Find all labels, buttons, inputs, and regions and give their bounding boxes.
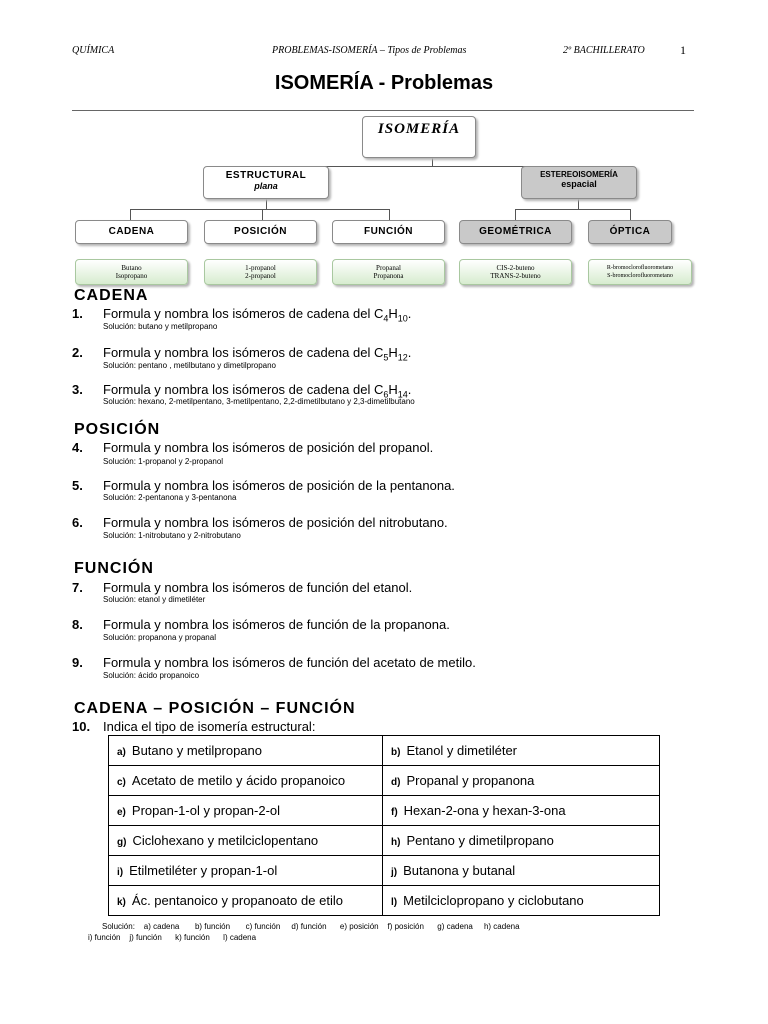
question-solution: Solución: 1-nitrobutano y 2-nitrobutano (103, 531, 241, 540)
subscript: 5 (383, 352, 389, 363)
formula-text: H (388, 306, 398, 321)
connector (262, 209, 263, 220)
formula-text: . (407, 306, 412, 321)
item-text: Metilciclopropano y ciclobutano (403, 893, 584, 908)
question-solution: Solución: pentano , metilbutano y dimetilpropano (103, 361, 276, 370)
leaf-cadena (75, 220, 188, 244)
table-row (109, 856, 660, 886)
estereo-sub: espacial (561, 179, 597, 189)
final-solution-line-1: Solución: a) cadena b) función c) función d) función e) posición f) posición g) cadena h) cadena (102, 922, 520, 931)
question-number: 1. (72, 306, 83, 321)
item-letter: i) (117, 867, 124, 878)
item-text: Propanal y propanona (406, 773, 535, 788)
diagram-root-node (362, 116, 476, 158)
connector (578, 198, 579, 209)
section-mixta: CADENA – POSICIÓN – FUNCIÓN (74, 700, 356, 717)
section-funcion: FUNCIÓN (74, 560, 154, 577)
question-text (103, 345, 411, 363)
example-line: CIS-2-buteno (496, 264, 535, 272)
item-letter: b) (391, 747, 401, 758)
item-text: Butano y metilpropano (131, 743, 262, 758)
connector (130, 209, 390, 210)
example-funcion (332, 259, 445, 285)
header-subject: QUÍMICA (72, 45, 115, 56)
section-cadena: CADENA (74, 287, 149, 304)
question-solution: Solución: 2-pentanona y 3-pentanona (103, 493, 237, 502)
question-text: Formula y nombra los isómeros de posición del nitrobutano. (103, 515, 448, 530)
header-topic: PROBLEMAS-ISOMERÍA – Tipos de Problemas (272, 45, 467, 56)
question-text: Formula y nombra los isómeros de posición del propanol. (103, 440, 434, 455)
title-divider (72, 110, 694, 111)
leaf-funcion (332, 220, 445, 244)
example-geometrica (459, 259, 572, 285)
table-cell (109, 826, 383, 856)
connector (266, 198, 267, 209)
item-letter: j) (391, 867, 398, 878)
estructural-label: ESTRUCTURAL (225, 170, 307, 181)
table-cell (383, 856, 660, 886)
example-line: Isopropano (115, 272, 148, 280)
question-text: Formula y nombra los isómeros de función de la propanona. (103, 617, 450, 632)
table-row (109, 826, 660, 856)
table-cell (383, 736, 660, 766)
final-solution-line-2: i) función j) función k) función l) cadena (88, 933, 257, 942)
formula-text: H (388, 345, 398, 360)
estructural-sub: plana (254, 181, 278, 191)
example-line: 2-propanol (245, 272, 276, 280)
question-number: 9. (72, 655, 83, 670)
item-text: Hexan-2-ona y hexan-3-ona (403, 803, 566, 818)
leaf-label: CADENA (108, 226, 155, 237)
table-cell (383, 796, 660, 826)
formula-text: Formula y nombra los isómeros de cadena del C (103, 345, 384, 360)
table-cell (383, 826, 660, 856)
answer-table (108, 735, 660, 916)
table-row (109, 886, 660, 916)
leaf-label: GEOMÉTRICA (479, 226, 552, 237)
connector (130, 209, 131, 220)
question-solution: Solución: hexano, 2-metilpentano, 3-metilpentano, 2,2-dimetilbutano y 2,3-dimetilbutano (103, 397, 415, 406)
question-number: 8. (72, 617, 83, 632)
estereo-node (521, 166, 637, 199)
item-text: Ciclohexano y metilciclopentano (132, 833, 319, 848)
subscript: 12 (397, 352, 408, 363)
item-text: Ác. pentanoico y propanoato de etilo (131, 893, 343, 908)
leaf-optica (588, 220, 672, 244)
question-solution: Solución: etanol y dimetiléter (103, 595, 206, 604)
item-text: Etilmetiléter y propan-1-ol (129, 863, 278, 878)
table-cell (109, 736, 383, 766)
question-text (103, 306, 411, 324)
example-cadena (75, 259, 188, 285)
connector (389, 209, 390, 220)
item-letter: a) (117, 747, 126, 758)
connector (515, 209, 630, 210)
table-row (109, 766, 660, 796)
connector (515, 209, 516, 220)
example-line: Propanal (376, 264, 401, 272)
question-number: 2. (72, 345, 83, 360)
leaf-geometrica (459, 220, 572, 244)
item-letter: l) (391, 897, 398, 908)
item-text: Butanona y butanal (403, 863, 516, 878)
subscript: 4 (383, 313, 389, 324)
question-number: 3. (72, 382, 83, 397)
example-line: Butano (121, 264, 142, 272)
table-cell (383, 886, 660, 916)
item-letter: e) (117, 807, 126, 818)
leaf-posicion (204, 220, 317, 244)
leaf-label: ÓPTICA (609, 226, 651, 237)
section-posicion: POSICIÓN (74, 421, 161, 438)
formula-text: H (388, 382, 398, 397)
formula-text: . (407, 345, 412, 360)
subscript: 10 (397, 313, 408, 324)
question-solution: Solución: 1-propanol y 2-propanol (103, 457, 224, 466)
table-cell (109, 856, 383, 886)
page-title: ISOMERÍA - Problemas (274, 72, 494, 94)
question-number: 10. (72, 719, 91, 734)
table-cell (109, 886, 383, 916)
example-optica (588, 259, 692, 285)
item-text: Pentano y dimetilpropano (406, 833, 554, 848)
question-text: Indica el tipo de isomería estructural: (103, 719, 316, 734)
connector (432, 158, 433, 166)
formula-text: . (407, 382, 412, 397)
table-cell (109, 766, 383, 796)
page-number: 1 (680, 43, 686, 57)
table-cell (109, 796, 383, 826)
item-letter: c) (117, 777, 126, 788)
root-label: ISOMERÍA (377, 121, 461, 137)
question-text: Formula y nombra los isómeros de función del etanol. (103, 580, 413, 595)
example-posicion (204, 259, 317, 285)
item-text: Etanol y dimetiléter (406, 743, 518, 758)
item-text: Propan-1-ol y propan-2-ol (131, 803, 281, 818)
item-letter: k) (117, 897, 126, 908)
example-line: TRANS-2-buteno (490, 272, 541, 280)
example-line: 1-propanol (245, 264, 276, 272)
table-row (109, 796, 660, 826)
table-row (109, 736, 660, 766)
item-letter: g) (117, 837, 127, 848)
table-cell (383, 766, 660, 796)
subscript: 6 (383, 389, 389, 400)
estereo-label: ESTEREOISOMERÍA (540, 170, 618, 179)
item-letter: d) (391, 777, 401, 788)
item-letter: f) (391, 807, 398, 818)
example-line: R-bromoclorofluorometano (606, 265, 674, 271)
connector (630, 209, 631, 220)
question-number: 6. (72, 515, 83, 530)
header-course: 2º BACHILLERATO (563, 45, 645, 56)
subscript: 14 (397, 389, 408, 400)
question-number: 7. (72, 580, 83, 595)
leaf-label: POSICIÓN (234, 226, 287, 237)
question-solution: Solución: ácido propanoico (103, 671, 200, 680)
formula-text: Formula y nombra los isómeros de cadena del C (103, 382, 384, 397)
question-solution: Solución: propanona y propanal (103, 633, 216, 642)
formula-text: Formula y nombra los isómeros de cadena del C (103, 306, 384, 321)
question-solution: Solución: butano y metilpropano (103, 322, 218, 331)
question-number: 4. (72, 440, 83, 455)
item-text: Acetato de metilo y ácido propanoico (131, 773, 346, 788)
question-number: 5. (72, 478, 83, 493)
example-line: S-bromoclorofluorometano (607, 273, 673, 279)
leaf-label: FUNCIÓN (363, 226, 414, 237)
item-letter: h) (391, 837, 401, 848)
question-text: Formula y nombra los isómeros de posición de la pentanona. (103, 478, 455, 493)
question-text: Formula y nombra los isómeros de función del acetato de metilo. (103, 655, 476, 670)
estructural-node (203, 166, 329, 199)
example-line: Propanona (373, 272, 404, 280)
